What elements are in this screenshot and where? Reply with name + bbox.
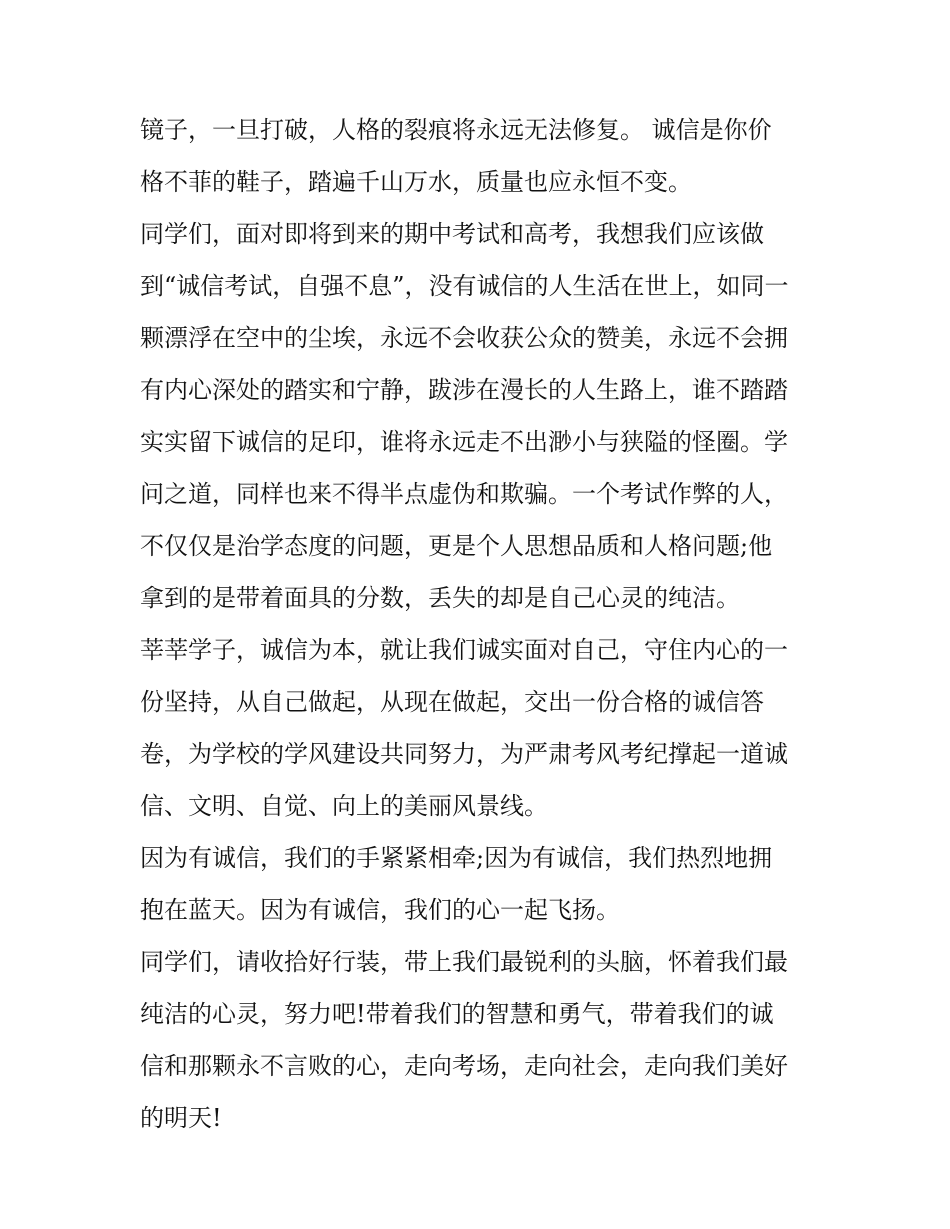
- text-line: 问之道，同样也来不得半点虚伪和欺骗。一个考试作弊的人，: [140, 480, 788, 508]
- text-line: 份坚持，从自己做起，从现在做起，交出一份合格的诚信答: [140, 688, 764, 716]
- text-line: 因为有诚信，我们的手紧紧相牵;因为有诚信，我们热烈地拥: [140, 844, 773, 872]
- text-line: 抱在蓝天。因为有诚信，我们的心一起飞扬。: [140, 896, 620, 924]
- text-line: 莘莘学子，诚信为本，就让我们诚实面对自己，守住内心的一: [140, 636, 788, 664]
- text-line: 不仅仅是治学态度的问题，更是个人思想品质和人格问题;他: [140, 532, 773, 560]
- text-line: 到“诚信考试，自强不息”，没有诚信的人生活在世上，如同一: [140, 272, 789, 300]
- text-line: 的明天!: [140, 1104, 222, 1132]
- text-line: 纯洁的心灵，努力吧!带着我们的智慧和勇气，带着我们的诚: [140, 1000, 774, 1028]
- text-line: 颗漂浮在空中的尘埃，永远不会收获公众的赞美，永远不会拥: [140, 324, 788, 352]
- text-line: 有内心深处的踏实和宁静，跋涉在漫长的人生路上，谁不踏踏: [140, 376, 788, 404]
- document-body: [140, 104, 820, 1144]
- text-line: 卷，为学校的学风建设共同努力，为严肃考风考纪撑起一道诚: [140, 740, 788, 768]
- text-line: 格不菲的鞋子，踏遍千山万水，质量也应永恒不变。: [140, 168, 692, 196]
- text-line: 拿到的是带着面具的分数，丢失的却是自己心灵的纯洁。: [140, 584, 740, 612]
- text-line: 实实留下诚信的足印，谁将永远走不出渺小与狭隘的怪圈。学: [140, 428, 788, 456]
- text-line: 镜子，一旦打破，人格的裂痕将永远无法修复。 诚信是你价: [140, 116, 772, 144]
- text-line: 信和那颗永不言败的心，走向考场，走向社会，走向我们美好: [140, 1052, 788, 1080]
- text-line: 同学们，面对即将到来的期中考试和高考，我想我们应该做: [140, 220, 764, 248]
- text-line: 信、文明、自觉、向上的美丽风景线。: [140, 792, 548, 820]
- text-line: 同学们，请收拾好行装，带上我们最锐利的头脑，怀着我们最: [140, 948, 788, 976]
